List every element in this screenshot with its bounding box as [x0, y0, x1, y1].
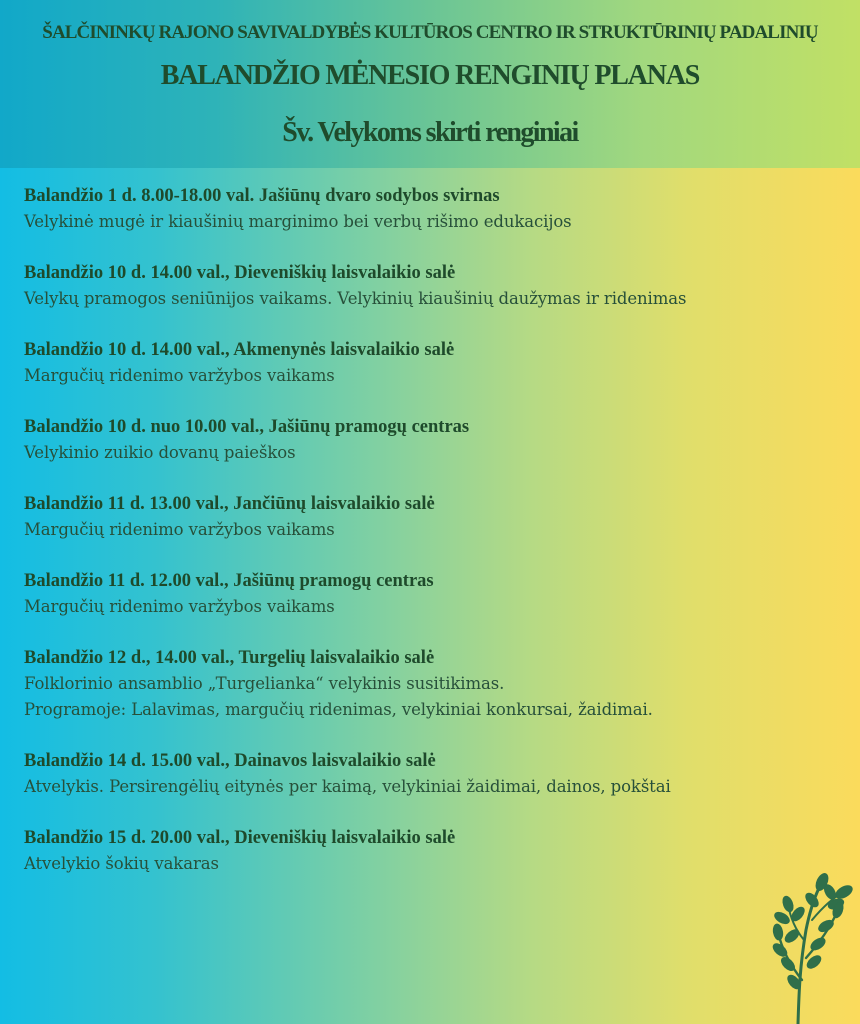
event-item: [24, 749, 844, 826]
event-item: [24, 826, 844, 903]
event-item: [24, 184, 844, 261]
event-description: Atvelykis. Persirengėlių eitynės per kaimą, velykiniai žaidimai, dainos, pokštai: [24, 777, 671, 796]
event-description: Velykinio zuikio dovanų paieškos: [24, 443, 296, 462]
event-item: [24, 569, 844, 646]
event-title: Balandžio 15 d. 20.00 val., Dieveniškių laisvalaikio salė: [24, 828, 456, 848]
event-description: Atvelykio šokių vakaras: [24, 854, 219, 873]
event-item: [24, 338, 844, 415]
event-title: Balandžio 11 d. 13.00 val., Jančiūnų laisvalaikio salė: [24, 494, 435, 514]
event-item: [24, 415, 844, 492]
event-title: Balandžio 10 d. 14.00 val., Akmenynės laisvalaikio salė: [24, 340, 455, 360]
event-title: Balandžio 1 d. 8.00-18.00 val. Jašiūnų dvaro sodybos svirnas: [24, 186, 500, 206]
event-description: Margučių ridenimo varžybos vaikams: [24, 520, 335, 539]
event-description: Margučių ridenimo varžybos vaikams: [24, 597, 335, 616]
organization-title: ŠALČININKŲ RAJONO SAVIVALDYBĖS KULTŪROS CENTRO IR STRUKTŪRINIŲ PADALINIŲ: [42, 22, 818, 43]
event-description: Velykų pramogos seniūnijos vaikams. Velykinių kiaušinių daužymas ir ridenimas: [24, 289, 687, 308]
event-title: Balandžio 12 d., 14.00 val., Turgelių laisvalaikio salė: [24, 648, 435, 668]
event-title: Balandžio 14 d. 15.00 val., Dainavos laisvalaikio salė: [24, 751, 436, 771]
event-item: [24, 646, 844, 749]
event-description: Velykinė mugė ir kiaušinių marginimo bei verbų rišimo edukacijos: [24, 212, 572, 231]
event-description-line2: Programoje: Lalavimas, margučių ridenimas, velykiniai konkursai, žaidimai.: [24, 700, 653, 719]
event-list: [24, 184, 844, 903]
event-description: Margučių ridenimo varžybos vaikams: [24, 366, 335, 385]
plant-sprig-icon: [760, 870, 860, 1024]
plan-title: BALANDŽIO MĖNESIO RENGINIŲ PLANAS: [160, 60, 700, 91]
event-item: [24, 492, 844, 569]
event-item: [24, 261, 844, 338]
event-title: Balandžio 10 d. 14.00 val., Dieveniškių laisvalaikio salė: [24, 263, 456, 283]
event-description: Folklorinio ansamblio „Turgelianka“ velykinis susitikimas.: [24, 674, 505, 693]
plan-subtitle: Šv. Velykoms skirti renginiai: [282, 117, 578, 148]
event-title: Balandžio 10 d. nuo 10.00 val., Jašiūnų pramogų centras: [24, 417, 470, 437]
header-banner: [0, 0, 860, 168]
event-title: Balandžio 11 d. 12.00 val., Jašiūnų pramogų centras: [24, 571, 434, 591]
